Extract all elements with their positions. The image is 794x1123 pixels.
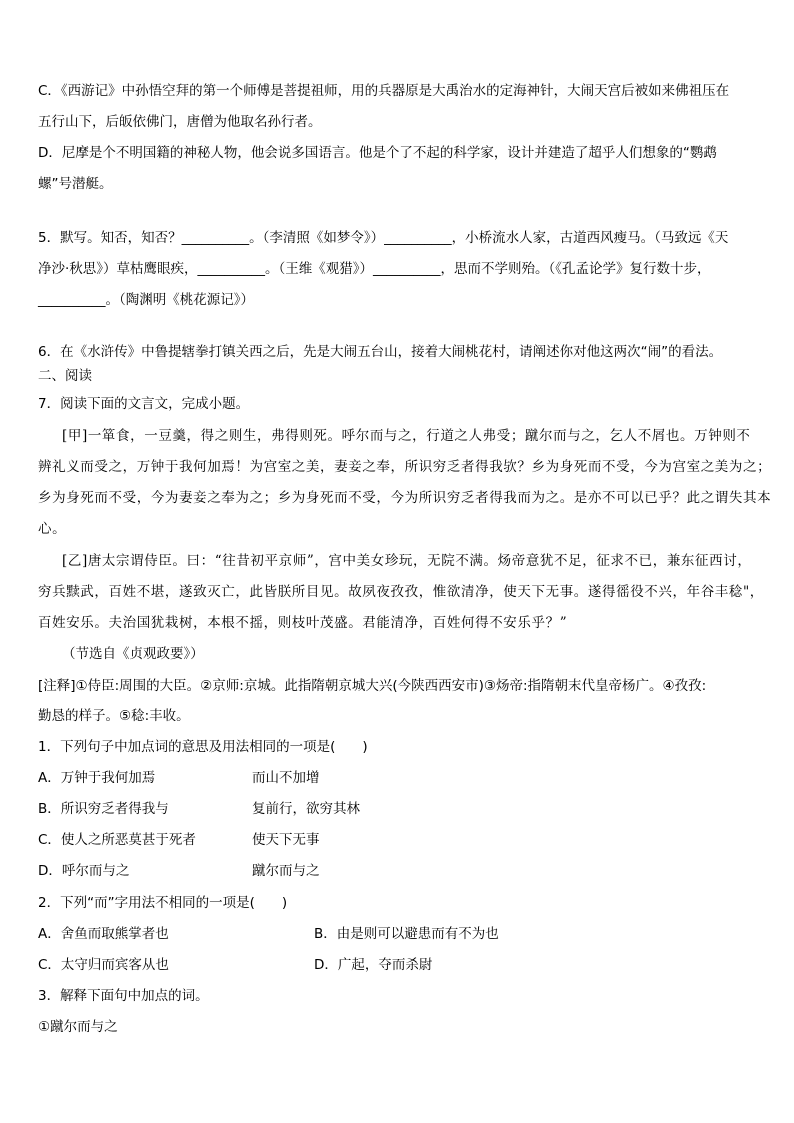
sub2-option-c: C．太守归而宾客从也 — [38, 957, 169, 973]
sub1-stem: 1．下列句子中加点词的意思及用法相同的一项是( ) — [38, 739, 368, 755]
passage-jia-line1: [甲]一箪食，一豆羹，得之则生，弗得则死。呼尔而与之，行道之人弗受；蹴尔而与之，乞人不屑也。万钟则不 — [62, 428, 751, 444]
q5-line1: 5．默写。知否，知否？__________。（李清照《如梦令》）__________，小桥流水人家，古道西风瘦马。（马致远《天 — [38, 230, 729, 246]
passage-yi-line1: [乙]唐太宗谓侍臣。曰：“往昔初平京师”，宫中美女珍玩，无院不满。炀帝意犹不足，征求不已，兼东征西讨， — [62, 553, 752, 569]
sub2-row1 — [38, 924, 499, 944]
sub1-option-a-right: 而山不加增 — [252, 770, 320, 786]
sub2-row2 — [38, 955, 433, 975]
sub1-option-d-right: 蹴尔而与之 — [252, 863, 320, 879]
q5-line3: __________。（陶渊明《桃花源记》） — [38, 292, 254, 308]
q4-option-d-line1: D．尼摩是个不明国籍的神秘人物，他会说多国语言。他是个了不起的科学家，设计并建造了超乎人们想象的“鹦鹉 — [38, 145, 717, 161]
sub2-stem: 2．下列“而”字用法不相同的一项是( ) — [38, 895, 288, 911]
sub1-option-d — [38, 861, 320, 881]
notes-line2: 勤恳的样子。⑤稔:丰收。 — [38, 708, 190, 724]
sub1-option-d-left: D．呼尔而与之 — [38, 863, 130, 879]
q6-text: 6．在《水浒传》中鲁提辖拳打镇关西之后，先是大闹五台山，接着大闹桃花村，请阐述你对他这两次“闹”的看法。 — [38, 344, 723, 360]
sub3-stem: 3．解释下面句中加点的词。 — [38, 988, 209, 1004]
q7-stem: 7．阅读下面的文言文，完成小题。 — [38, 396, 250, 412]
notes-line1: [注释]①侍臣:周围的大臣。②京师:京城。此指隋朝京城大兴(今陕西西安市)③炀帝:指隋朝末代皇帝杨广。④孜孜: — [38, 678, 707, 694]
sub1-option-b-right: 复前行，欲穷其林 — [252, 801, 360, 817]
passage-jia-line3: 乡为身死而不受，今为妻妾之奉为之；乡为身死而不受，今为所识穷乏者得我而为之。是亦不可以已乎？此之谓失其本 — [38, 490, 772, 506]
passage-source: （节选自《贞观政要》） — [62, 646, 204, 662]
sub2-option-b: B．由是则可以避患而有不为也 — [314, 926, 499, 942]
passage-yi-line3: 百姓安乐。夫治国犹栽树，本根不摇，则枝叶茂盛。君能清净，百姓何得不安乐乎？” — [38, 615, 568, 631]
sub2-option-d: D．广起，夺而杀尉 — [314, 957, 433, 973]
q4-option-c-line2: 五行山下，后皈依佛门，唐僧为他取名孙行者。 — [38, 114, 322, 130]
q5-line2: 净沙·秋思》）草枯鹰眼疾，__________。（王维《观猎》）__________，思而不学则殆。（《孔孟论学》复行数十步， — [38, 261, 711, 277]
sub2-option-a: A．舍鱼而取熊掌者也 — [38, 926, 169, 942]
sub1-option-a-left: A．万钟于我何加焉 — [38, 770, 156, 786]
section-reading-heading: 二、阅读 — [38, 368, 92, 384]
passage-jia-line2: 辨礼义而受之，万钟于我何加焉！为宫室之美，妻妾之奉，所识穷乏者得我欤？乡为身死而不受，今为宫室之美为之； — [38, 459, 772, 475]
sub1-option-b-left: B．所识穷乏者得我与 — [38, 801, 169, 817]
sub1-option-c-left: C．使人之所恶莫甚于死者 — [38, 832, 196, 848]
passage-yi-line2: 穷兵黩武，百姓不堪，遂致灭亡，此皆朕所目见。故夙夜孜孜，惟欲清净，使天下无事。遂得徭役不兴，年谷丰稔"， — [38, 584, 764, 600]
sub3-item1: ①蹴尔而与之 — [38, 1019, 118, 1035]
passage-jia-line4: 心。 — [38, 521, 67, 537]
sub1-option-c-right: 使天下无事 — [252, 832, 320, 848]
sub1-option-c — [38, 830, 320, 850]
sub1-option-a — [38, 768, 320, 788]
sub1-option-b — [38, 799, 360, 819]
q4-option-d-line2: 螺”号潜艇。 — [38, 176, 113, 192]
q4-option-c-line1: C．《西游记》中孙悟空拜的第一个师傅是菩提祖师，用的兵器原是大禹治水的定海神针，大闹天宫后被如来佛祖压在 — [38, 83, 730, 99]
